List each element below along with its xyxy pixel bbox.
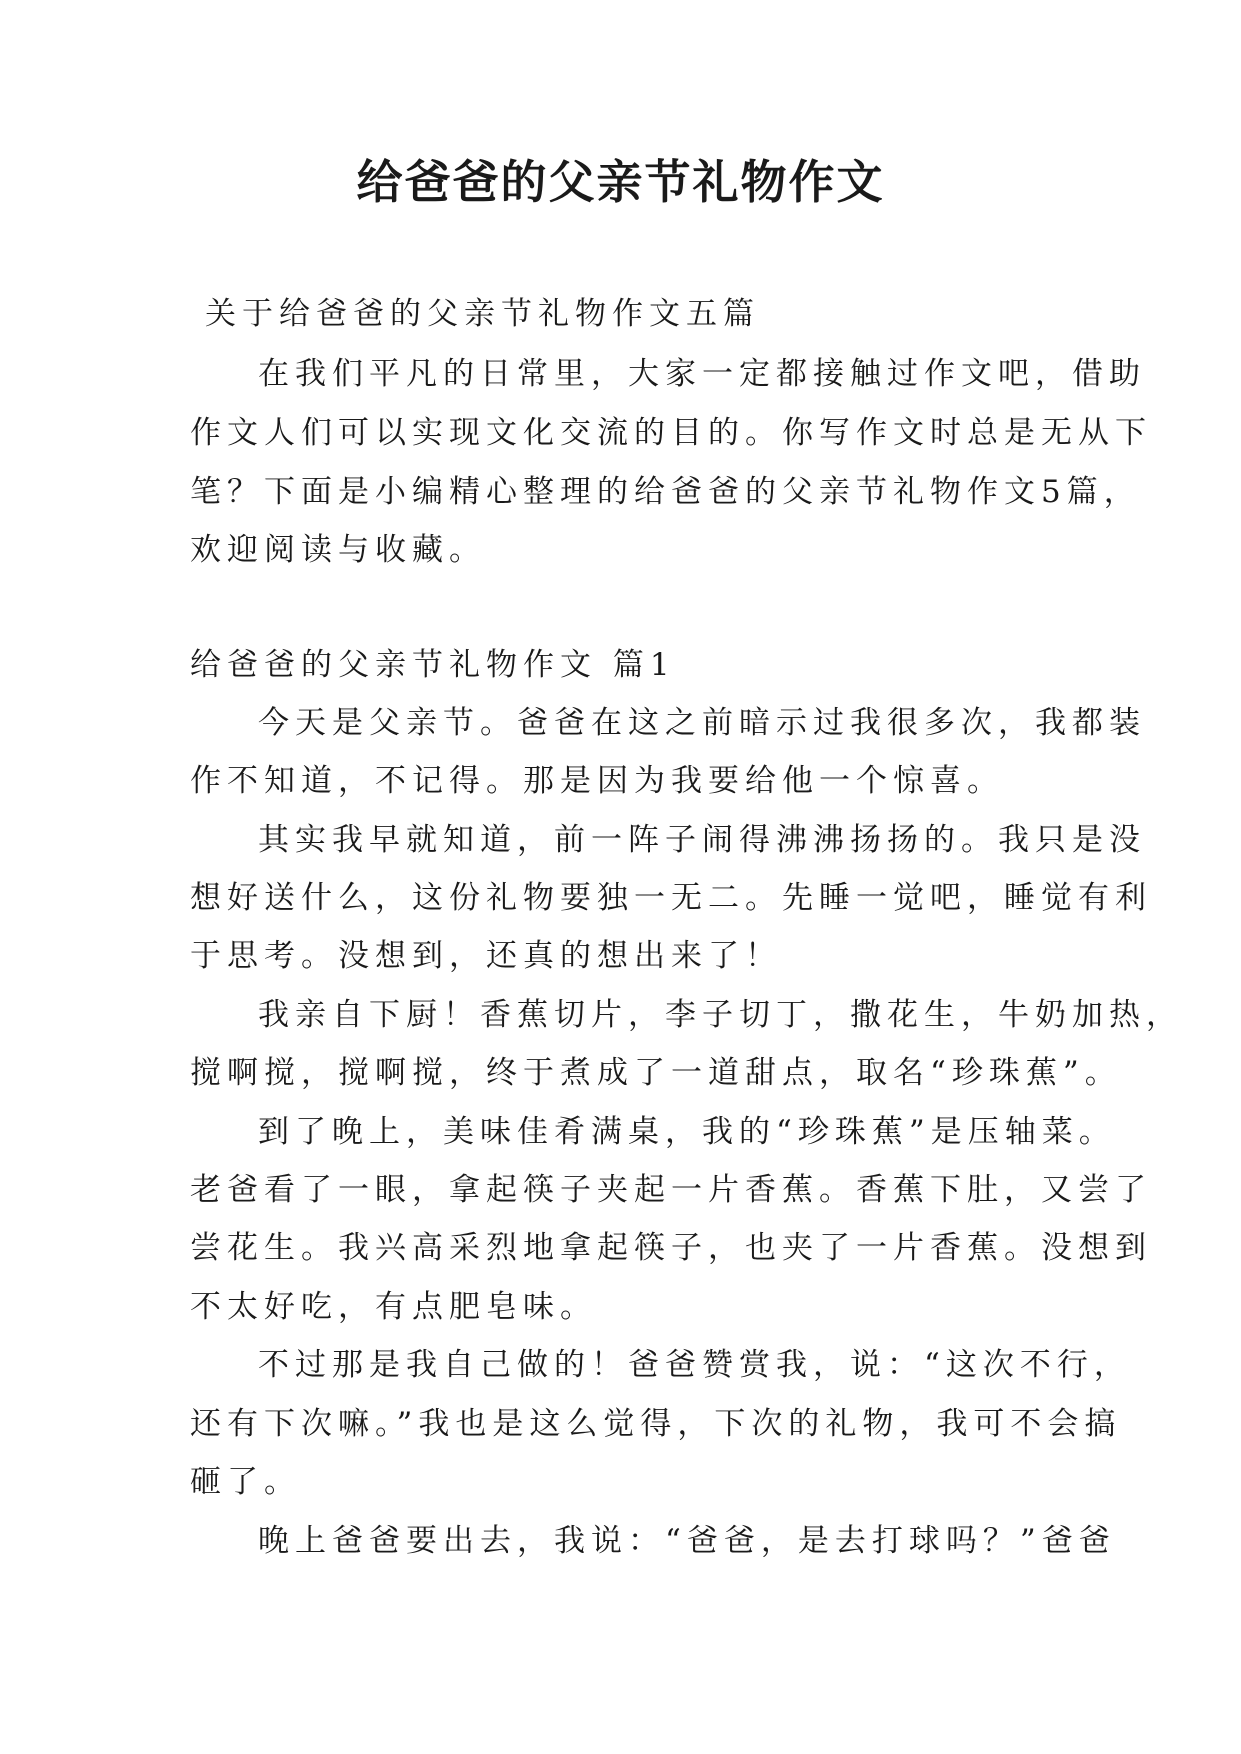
- body-line: 不太好吃，有点肥皂味。: [190, 1289, 597, 1325]
- body-line: 到了晚上，美味佳肴满桌，我的“珍珠蕉”是压轴菜。: [258, 1114, 1116, 1150]
- intro-line: 在我们平凡的日常里，大家一定都接触过作文吧，借助: [258, 356, 1146, 392]
- body-line: 今天是父亲节。爸爸在这之前暗示过我很多次，我都装: [258, 705, 1146, 741]
- body-line: 砸了。: [190, 1464, 301, 1500]
- document-title: 给爸爸的父亲节礼物作文: [356, 155, 885, 209]
- body-line: 不过那是我自己做的！爸爸赞赏我，说：“这次不行，: [258, 1347, 1131, 1383]
- body-line: 老爸看了一眼，拿起筷子夹起一片香蕉。香蕉下肚，又尝了: [190, 1172, 1152, 1208]
- body-line: 想好送什么，这份礼物要独一无二。先睡一觉吧，睡觉有利: [190, 880, 1152, 916]
- body-line: 晚上爸爸要出去，我说：“爸爸，是去打球吗？”爸爸: [258, 1523, 1116, 1559]
- body-line: 作不知道，不记得。那是因为我要给他一个惊喜。: [190, 763, 1004, 799]
- body-line: 搅啊搅，搅啊搅，终于煮成了一道甜点，取名“珍珠蕉”。: [190, 1055, 1122, 1091]
- intro-line: 笔？下面是小编精心整理的给爸爸的父亲节礼物作文5篇，: [190, 474, 1141, 510]
- body-line: 尝花生。我兴高采烈地拿起筷子，也夹了一片香蕉。没想到: [190, 1230, 1152, 1266]
- body-line: 我亲自下厨！香蕉切片，李子切丁，撒花生，牛奶加热，: [258, 997, 1183, 1033]
- body-line: 其实我早就知道，前一阵子闹得沸沸扬扬的。我只是没: [258, 822, 1146, 858]
- body-line: 于思考。没想到，还真的想出来了！: [190, 938, 782, 974]
- intro-line: 欢迎阅读与收藏。: [190, 532, 486, 568]
- document-subtitle: 关于给爸爸的父亲节礼物作文五篇: [205, 296, 760, 332]
- intro-line: 作文人们可以实现文化交流的目的。你写作文时总是无从下: [190, 415, 1152, 451]
- body-line: 还有下次嘛。”我也是这么觉得，下次的礼物，我可不会搞: [190, 1406, 1122, 1442]
- section-heading: 给爸爸的父亲节礼物作文 篇1: [190, 647, 676, 683]
